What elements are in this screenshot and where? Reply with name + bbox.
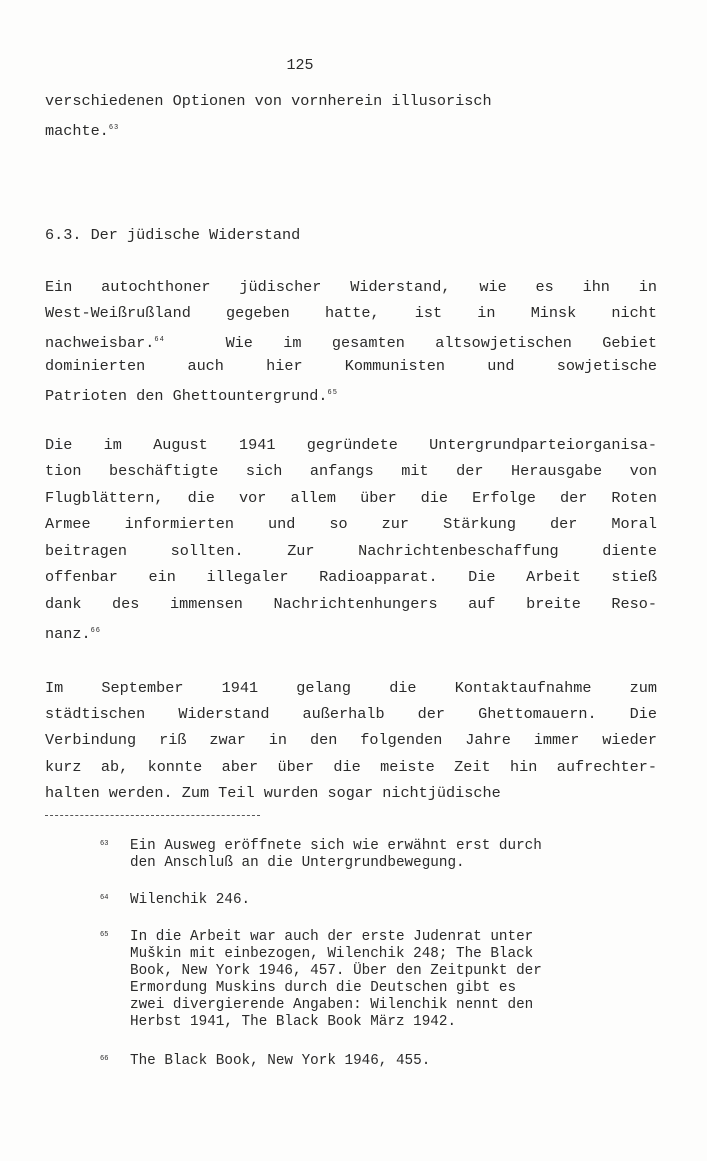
footnote-ref: 65: [327, 389, 338, 397]
body-line: dank des immensen Nachrichtenhungers auf breite Reso-: [45, 595, 657, 613]
section-heading: 6.3. Der jüdische Widerstand: [45, 226, 301, 244]
page-number: 125: [286, 57, 314, 74]
footnote-line: den Anschluß an die Untergrundbewegung.: [130, 855, 465, 871]
body-text: Patrioten den Ghettountergrund.: [45, 387, 328, 405]
body-line: Flugblättern, die vor allem über die Erfolge der Roten: [45, 489, 657, 507]
body-line: halten werden. Zum Teil wurden sogar nichtjüdische: [45, 784, 501, 802]
footnote-line: zwei divergierende Angaben: Wilenchik nennt den: [130, 997, 534, 1013]
body-line: städtischen Widerstand außerhalb der Ghettomauern. Die: [45, 705, 657, 723]
body-line: dominierten auch hier Kommunisten und sowjetische: [45, 357, 657, 375]
footnote-line: The Black Book, New York 1946, 455.: [130, 1053, 431, 1069]
body-text: nanz.: [45, 625, 91, 643]
body-line: West-Weißrußland gegeben hatte, ist in Minsk nicht: [45, 304, 657, 322]
body-line: verschiedenen Optionen von vornherein illusorisch: [45, 92, 492, 110]
body-text: Wie im gesamten altsowjetischen Gebiet: [225, 334, 657, 352]
footnote-line: Ermordung Muskins durch die Deutschen gibt es: [130, 980, 517, 996]
body-line: beitragen sollten. Zur Nachrichtenbeschaffung diente: [45, 542, 657, 560]
body-text: nachweisbar.: [45, 334, 155, 352]
footnote-ref: 63: [108, 124, 120, 132]
body-line: tion beschäftigte sich anfangs mit der Herausgabe von: [45, 462, 657, 480]
body-text: machte.: [45, 122, 109, 140]
footnote-separator: [45, 815, 260, 816]
footnote-line: Wilenchik 246.: [130, 892, 251, 908]
footnote-ref: 66: [90, 627, 101, 635]
footnote-ref: 64: [154, 336, 165, 344]
body-line: offenbar ein illegaler Radioapparat. Die Arbeit stieß: [45, 568, 657, 586]
footnote-number: 63: [100, 840, 109, 848]
footnote-number: 65: [100, 931, 109, 939]
body-line: [45, 119, 657, 140]
body-line: [45, 331, 657, 352]
footnote-line: Ein Ausweg eröffnete sich wie erwähnt erst durch: [130, 838, 542, 854]
body-line: Die im August 1941 gegründete Untergrundparteiorganisa-: [45, 436, 657, 454]
body-line: Ein autochthoner jüdischer Widerstand, wie es ihn in: [45, 278, 657, 296]
body-line: Im September 1941 gelang die Kontaktaufnahme zum: [45, 679, 657, 697]
footnote-line: Book, New York 1946, 457. Über den Zeitpunkt der: [130, 963, 542, 979]
body-line: [45, 384, 657, 405]
footnote-line: Herbst 1941, The Black Book März 1942.: [130, 1014, 457, 1030]
body-line: kurz ab, konnte aber über die meiste Zeit hin aufrechter-: [45, 758, 657, 776]
footnote-number: 64: [100, 894, 109, 902]
footnote-number: 66: [100, 1055, 109, 1063]
body-line: [45, 622, 657, 643]
footnote-line: In die Arbeit war auch der erste Judenrat unter: [130, 929, 534, 945]
body-line: Verbindung riß zwar in den folgenden Jahre immer wieder: [45, 731, 657, 749]
footnote-line: Muškin mit einbezogen, Wilenchik 248; The Black: [130, 946, 534, 962]
body-line: Armee informierten und so zur Stärkung der Moral: [45, 515, 657, 533]
